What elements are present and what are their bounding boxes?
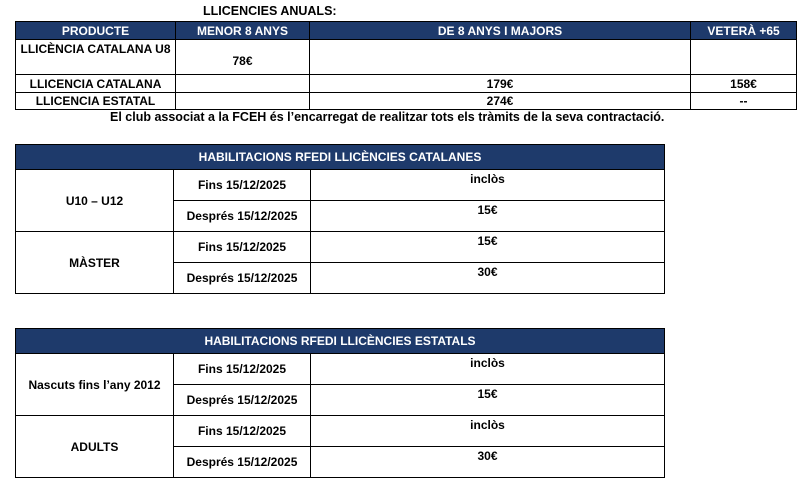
price-veteran-cell: 158€ xyxy=(691,75,797,93)
price-cell: 30€ xyxy=(311,263,665,294)
header-under8: MENOR 8 ANYS xyxy=(176,22,310,40)
header-adult: DE 8 ANYS I MAJORS xyxy=(310,22,691,40)
price-under8-cell: 78€ xyxy=(176,40,310,75)
price-adult-cell: 274€ xyxy=(310,93,691,110)
table-row xyxy=(16,232,665,263)
catalan-habilitations-table xyxy=(15,144,665,294)
category-cell: MÀSTER xyxy=(16,232,174,294)
licences-header-row xyxy=(16,22,797,40)
period-cell: Després 15/12/2025 xyxy=(174,201,311,232)
table-row xyxy=(16,93,797,110)
product-cell: LLICENCIA CATALANA xyxy=(16,75,176,93)
period-cell: Fins 15/12/2025 xyxy=(174,232,311,263)
price-veteran-cell: -- xyxy=(691,93,797,110)
price-veteran-cell xyxy=(691,40,797,75)
price-cell: 15€ xyxy=(311,232,665,263)
product-cell: LLICENCIA ESTATAL xyxy=(16,93,176,110)
category-cell: ADULTS xyxy=(16,416,174,478)
product-cell: LLICÈNCIA CATALANA U8 xyxy=(16,40,176,75)
table-row xyxy=(16,354,665,385)
header-product: PRODUCTE xyxy=(16,22,176,40)
category-cell: Nascuts fins l’any 2012 xyxy=(16,354,174,416)
price-cell: 15€ xyxy=(311,385,665,416)
period-cell: Fins 15/12/2025 xyxy=(174,354,311,385)
contract-note: El club associat a la FCEH és l’encarregat de realitzar tots els tràmits de la seva contractació. xyxy=(110,110,665,124)
price-adult-cell xyxy=(310,40,691,75)
price-adult-cell: 179€ xyxy=(310,75,691,93)
period-cell: Fins 15/12/2025 xyxy=(174,416,311,447)
page-title: LLICENCIES ANUALS: xyxy=(203,4,337,18)
period-cell: Després 15/12/2025 xyxy=(174,447,311,478)
period-cell: Fins 15/12/2025 xyxy=(174,170,311,201)
price-under8-cell xyxy=(176,93,310,110)
state-table-title: HABILITACIONS RFEDI LLICÈNCIES ESTATALS xyxy=(16,329,665,354)
table-row xyxy=(16,40,797,75)
catalan-table-title: HABILITACIONS RFEDI LLICÈNCIES CATALANES xyxy=(16,145,665,170)
table-row xyxy=(16,170,665,201)
state-habilitations-table xyxy=(15,328,665,478)
price-cell: 30€ xyxy=(311,447,665,478)
category-cell: U10 – U12 xyxy=(16,170,174,232)
price-cell: inclòs xyxy=(311,170,665,201)
period-cell: Després 15/12/2025 xyxy=(174,385,311,416)
table-row xyxy=(16,416,665,447)
price-under8-cell xyxy=(176,75,310,93)
header-veteran: VETERÀ +65 xyxy=(691,22,797,40)
licences-table xyxy=(15,21,797,110)
table-row xyxy=(16,75,797,93)
price-cell: inclòs xyxy=(311,354,665,385)
period-cell: Després 15/12/2025 xyxy=(174,263,311,294)
price-cell: 15€ xyxy=(311,201,665,232)
price-cell: inclòs xyxy=(311,416,665,447)
